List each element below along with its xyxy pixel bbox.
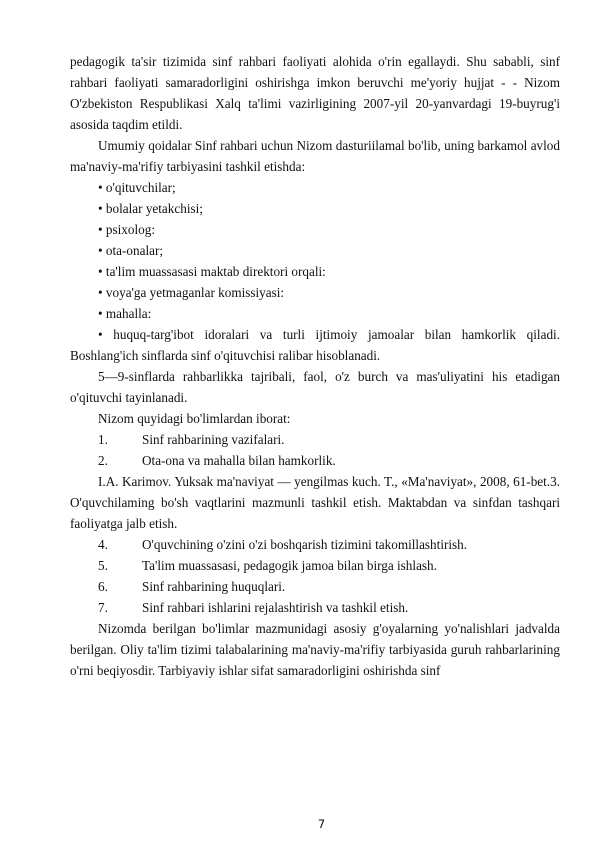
numbered-item — [70, 534, 560, 555]
numbered-item — [70, 450, 560, 471]
bullet-item: • huquq-targ'ibot idoralari va turli ijtimoiy jamoalar bilan hamkorlik qiladi. Boshlang'ich sinflarda sinf o'qituvchisi ralibar hisoblanadi. — [70, 327, 560, 363]
item-text: Ta'lim muassasasi, pedagogik jamoa bilan birga ishlash. — [142, 558, 437, 573]
item-number: 6. — [98, 579, 108, 594]
paragraph-citation: I.A. Karimov. Yuksak ma'naviyat — yengilmas kuch. T., «Ma'naviyat», 2008, 61-bet.3. O'quvchilaming bo'sh vaqtlarini mazmunli tashkil etish. Maktabdan va sinfdan tashqari faoliyatga jalb etish. — [70, 474, 560, 531]
paragraph-conclusion: Nizomda berilgan bo'limlar mazmunidagi asosiy g'oyalarning yo'nalishlari jadvalda berilgan. Oliy ta'lim tizimi talabalarining ma'naviy-ma'rifiy tarbiyasida guruh rahbarlarining o'rni beqiyosdir. Tarbiyaviy ishlar sifat samaradorligini oshirishda sinf — [70, 621, 560, 678]
bullet-item: • ta'lim muassasasi maktab direktori orqali: — [98, 264, 326, 279]
item-number: 7. — [98, 600, 108, 615]
bullet-item: • psixolog: — [98, 222, 156, 237]
paragraph-intro: pedagogik ta'sir tizimida sinf rahbari faoliyati alohida o'rin egallaydi. Shu sababli, sinf rahbari faoliyati samaradorligini oshirishga imkon beruvchi me'yoriy hujjat - - Nizom O'zbekiston Respublikasi Xalq ta'limi vazirligining 2007-yil 20-yanvardagi 19-buyrug'i asosida taqdim etildi. — [70, 54, 560, 132]
numbered-item — [70, 555, 560, 576]
bullet-item: • ota-onalar; — [98, 243, 164, 258]
bullet-item: • mahalla: — [98, 306, 152, 321]
bullet-item: • voya'ga yetmaganlar komissiyasi: — [98, 285, 285, 300]
bullet-item: • o'qituvchilar; — [98, 180, 176, 195]
item-number: 5. — [98, 558, 108, 573]
item-text: Sinf rahbari ishlarini rejalashtirish va tashkil etish. — [142, 600, 409, 615]
item-text: Sinf rahbarining huquqlari. — [142, 579, 286, 594]
item-text: O'quvchining o'zini o'zi boshqarish tizimini takomillashtirish. — [142, 537, 468, 552]
numbered-item — [70, 576, 560, 597]
page-content — [70, 51, 560, 681]
item-number: 1. — [98, 432, 108, 447]
paragraph-sections-intro: Nizom quyidagi bo'limlardan iborat: — [98, 411, 291, 426]
page-number: 7 — [317, 817, 326, 831]
item-number: 2. — [98, 453, 108, 468]
numbered-item — [70, 597, 560, 618]
numbered-item — [70, 429, 560, 450]
paragraph-grades: 5—9-sinflarda rahbarlikka tajribali, faol, o'z burch va mas'uliyatini his etadigan o'qituvchi tayinlanadi. — [70, 369, 560, 405]
item-number: 4. — [98, 537, 108, 552]
item-text: Ota-ona va mahalla bilan hamkorlik. — [142, 453, 336, 468]
bullet-item: • bolalar yetakchisi; — [98, 201, 203, 216]
paragraph-general-rules: Umumiy qoidalar Sinf rahbari uchun Nizom dasturiilamal bo'lib, uning barkamol avlod ma'naviy-ma'rifiy tarbiyasini tashkil etishda: — [70, 138, 560, 174]
item-text: Sinf rahbarining vazifalari. — [142, 432, 285, 447]
